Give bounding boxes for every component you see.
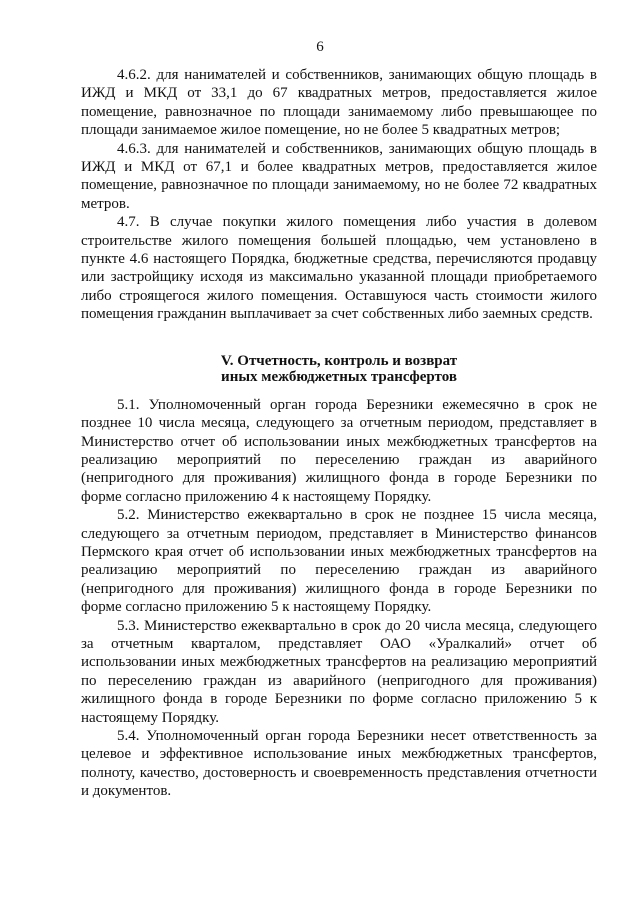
document-body xyxy=(81,66,597,801)
paragraph-4-6-2: 4.6.2. для нанимателей и собственников, занимающих общую площадь в ИЖД и МКД от 33,1 до 67 квадратных метров, предоставляется жилое помещение, равнозначное по площади занимаемому либо превышающее по площади занимаемое жилое помещение, но не более 5 квадратных метров; xyxy=(81,67,597,139)
section-heading xyxy=(81,353,597,385)
paragraph-5-4: 5.4. Уполномоченный орган города Березники несет ответственность за целевое и эффективное использование иных межбюджетных трансфертов, полноту, качество, достоверность и своевременность представления отчетности и документов. xyxy=(81,728,597,800)
paragraph-5-3: 5.3. Министерство ежеквартально в срок до 20 числа месяца, следующего за отчетным кварталом, представляет ОАО «Уралкалий» отчет об использовании иных межбюджетных трансфертов на реализацию мероприятий по переселению граждан из аварийного (непригодного для проживания) жилищного фонда в городе Березники по форме согласно приложению 5 к настоящему Порядку. xyxy=(81,617,597,726)
paragraph-5-1: 5.1. Уполномоченный орган города Березники ежемесячно в срок не позднее 10 числа месяца, следующего за отчетным периодом, представляет в Министерство отчет об использовании иных межбюджетных трансфертов на реализацию мероприятий по переселению граждан из аварийного (непригодного для проживания) жилищного фонда в городе Березники по форме согласно приложению 4 к настоящему Порядку. xyxy=(81,396,597,505)
paragraph-4-6-3: 4.6.3. для нанимателей и собственников, занимающих общую площадь в ИЖД и МКД от 67,1 и более квадратных метров, предоставляется жилое помещение, равнозначное по площади занимаемому, но не более 72 квадратных метров. xyxy=(81,140,597,212)
section-heading-line-1: V. Отчетность, контроль и возврат xyxy=(220,352,458,369)
paragraph-5-2: 5.2. Министерство ежеквартально в срок не позднее 15 числа месяца, следующего за отчетным периодом, представляет в Министерство финансов Пермского края отчет об использовании иных межбюджетных трансфертов на реализацию мероприятий по переселению граждан из аварийного (непригодного для проживания) жилищного фонда в городе Березники по форме согласно приложению 5 к настоящему Порядку. xyxy=(81,507,597,616)
section-heading-line-2: иных межбюджетных трансфертов xyxy=(221,368,457,385)
page-number: 6 xyxy=(316,39,324,55)
paragraph-4-7: 4.7. В случае покупки жилого помещения либо участия в долевом строительстве жилого помещения большей площадью, чем установлено в пункте 4.6 настоящего Порядка, бюджетные средства, перечисляются продавцу или застройщику исходя из максимально указанной площади приобретаемого либо строящегося жилого помещения. Оставшуюся часть стоимости жилого помещения гражданин выплачивает за счет собственных либо заемных средств. xyxy=(81,214,597,323)
